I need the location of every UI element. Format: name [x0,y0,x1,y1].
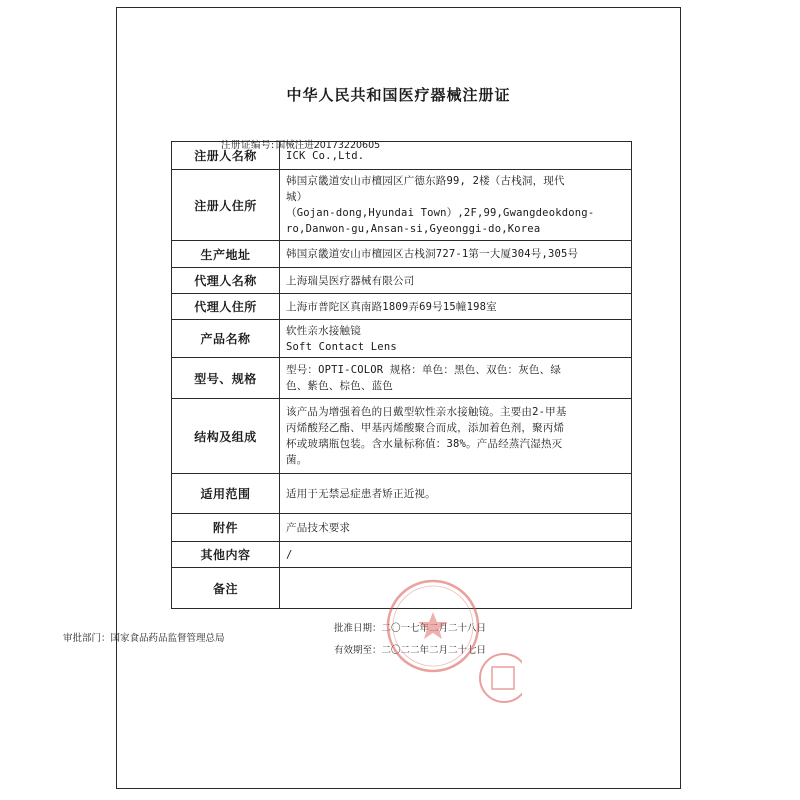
row-key: 适用范围 [172,474,280,514]
row-value [280,294,632,320]
valid-until-value: 二〇二二年二月二十七日 [381,645,487,656]
row-key: 备注 [172,568,280,609]
row-value [280,241,632,268]
value-line: 韩国京畿道安山市檀园区广德东路99, 2楼（古栈洞，现代 [286,175,565,187]
row-key: 型号、规格 [172,358,280,399]
table-row [172,399,632,474]
seal-fragment-icon [478,645,522,711]
value-line: 杯或玻璃瓶包装。含水量标称值：38%。产品经蒸汽湿热灭 [286,438,563,450]
approval-date-label: 批准日期： [334,623,382,634]
row-key: 注册人名称 [172,142,280,170]
approval-date-value: 二〇一七年二月二十八日 [381,623,487,634]
registration-number-value: 国械注进20173220605 [275,140,381,151]
value-line: 软性亲水接触镜 [286,324,361,337]
row-value [280,320,632,358]
table-row [172,170,632,241]
table-row [172,268,632,294]
row-value [280,170,632,241]
value-line: Soft Contact Lens [286,340,397,353]
value-line: （Gojan-dong,Hyundai Town）,2F,99,Gwangdeokdong- [286,207,595,219]
value-line: 菌。 [286,454,308,466]
row-value [280,474,632,514]
table-row [172,542,632,568]
value-line: ICK Co.,Ltd. [286,149,365,162]
row-value [280,142,632,170]
row-key: 代理人住所 [172,294,280,320]
value-line: 上海瑞昊医疗器械有限公司 [286,274,415,287]
registration-table [171,141,632,609]
value-line: 丙烯酸羟乙酯、甲基丙烯酸聚合而成，添加着色剂，聚丙烯 [286,422,565,434]
value-line: 城） [286,191,308,203]
row-key: 生产地址 [172,241,280,268]
value-line: 型号：OPTI-COLOR 规格：单色：黑色、双色：灰色、绿 [286,364,562,376]
table-row [172,358,632,399]
value-line: / [286,548,293,561]
value-line: 色、紫色、棕色、蓝色 [286,380,393,392]
row-value [280,268,632,294]
row-value [280,542,632,568]
valid-until-label: 有效期至： [334,645,382,656]
value-line: 适用于无禁忌症患者矫正近视。 [286,487,436,500]
table-row [172,241,632,268]
registration-number-label: 注册证编号: [221,140,275,151]
value-line: 上海市普陀区真南路1809弄69号15幢198室 [286,300,497,313]
table-row [172,320,632,358]
value-line: 产品技术要求 [286,521,351,534]
value-line: 韩国京畿道安山市檀园区古栈洞727-1第一大厦304号,305号 [286,248,579,260]
official-seal-icon [385,578,481,674]
row-value [280,399,632,474]
table-row [172,142,632,170]
certificate-title: 中华人民共和国医疗器械注册证 [286,86,511,104]
row-key: 产品名称 [172,320,280,358]
value-line: 该产品为增强着色的日戴型软性亲水接触镜。主要由2-甲基 [286,406,567,418]
row-key: 代理人名称 [172,268,280,294]
approval-department: 审批部门：国家食品药品监督管理总局 [63,633,225,644]
row-key: 其他内容 [172,542,280,568]
row-value [280,358,632,399]
table-row [172,294,632,320]
table-row [172,474,632,514]
row-key: 附件 [172,514,280,542]
row-key: 结构及组成 [172,399,280,474]
table-row [172,514,632,542]
value-line: ro,Danwon-gu,Ansan-si,Gyeonggi-do,Korea [286,223,541,235]
row-key: 注册人住所 [172,170,280,241]
row-value [280,514,632,542]
